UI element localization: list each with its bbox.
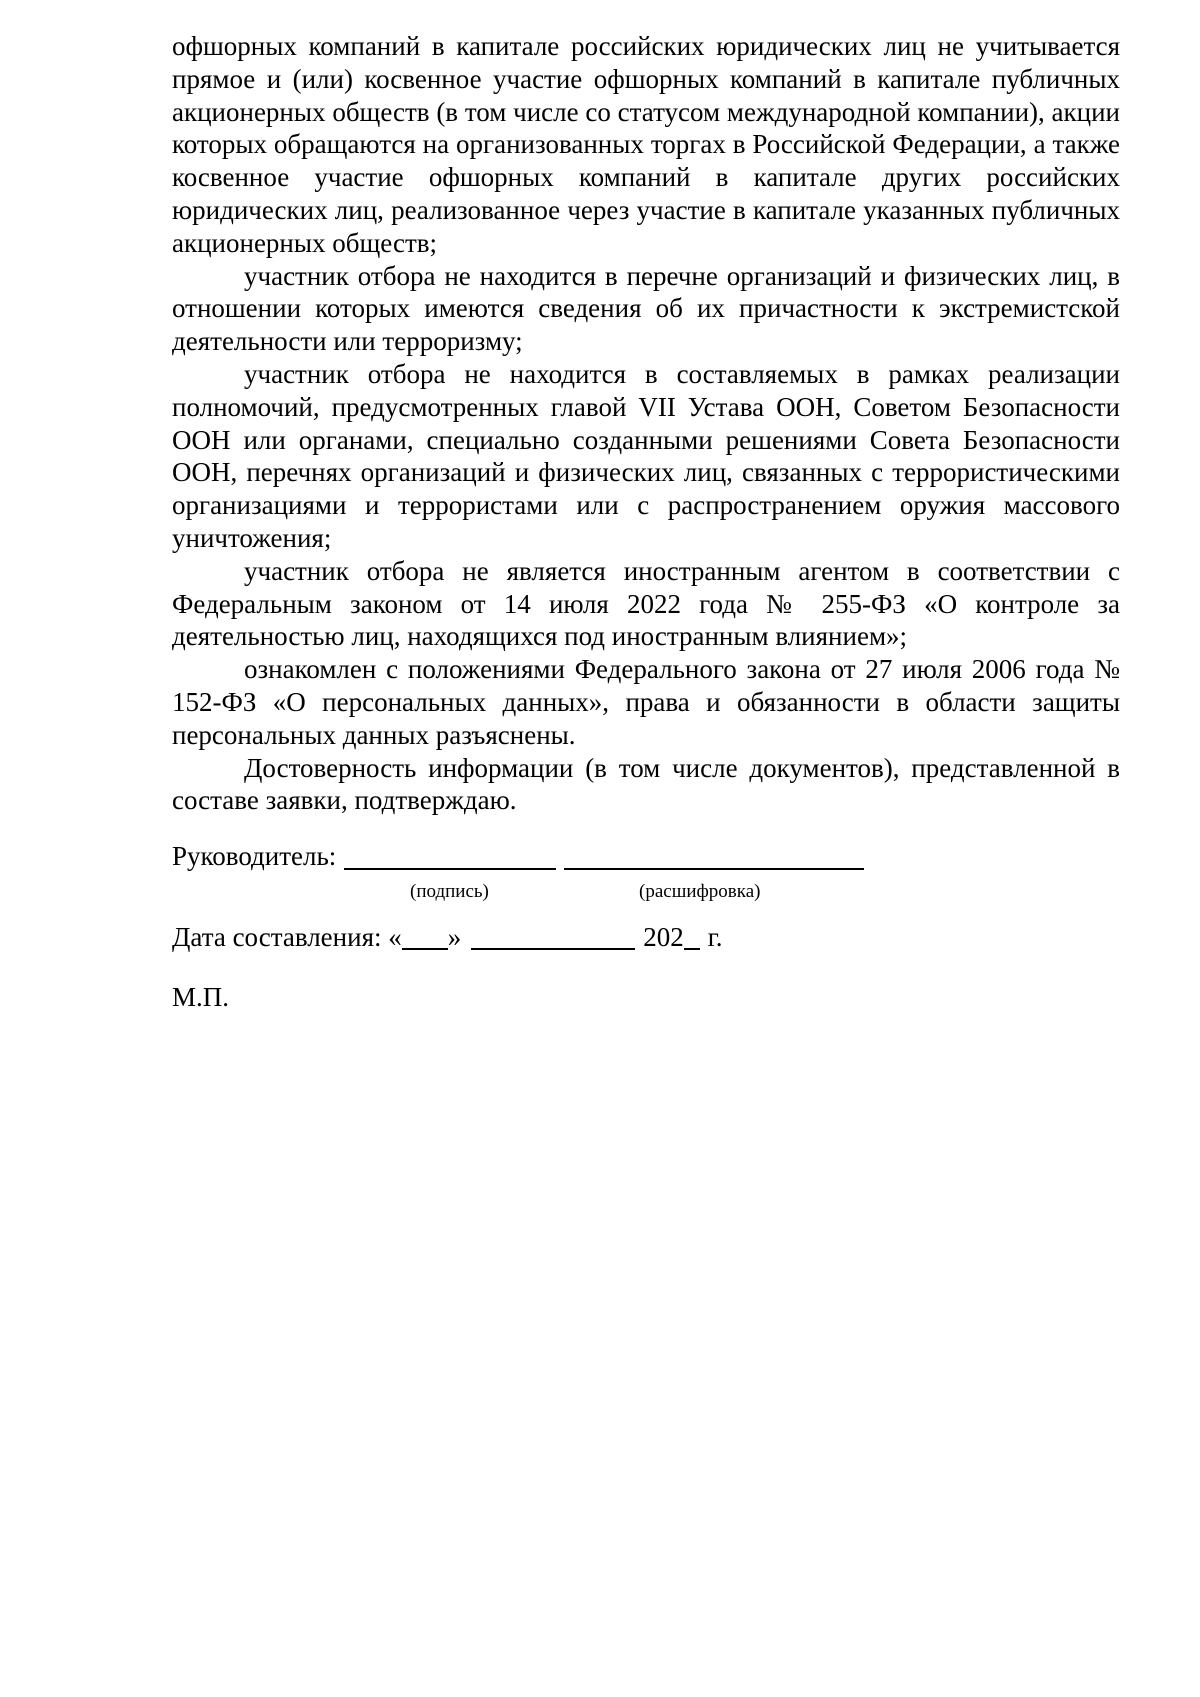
date-year-blank[interactable]	[684, 924, 700, 950]
date-day-blank[interactable]	[402, 924, 448, 950]
paragraph-un-sanctions-list: участник отбора не находится в составляемых в рамках реализации полномочий, предусмотренных главой VII Устава ООН, Советом Безопасности ООН или органами, специально созданными решениями Совета Безопасности ООН, перечнях организаций и физических лиц, связанных с террористическими организациями и террористами или с распространением оружия массового уничтожения;	[172, 358, 1120, 553]
paragraph-foreign-agent: участник отбора не является иностранным агентом в соответствии с Федеральным законом от 14 июля 2022 года № 255-ФЗ «О контроле за деятельностью лиц, находящихся под иностранным влиянием»;	[172, 555, 1120, 652]
signature-caption: (подпись)	[410, 881, 489, 902]
date-year-suffix: г.	[707, 922, 723, 952]
decode-caption: (расшифровка)	[639, 881, 761, 902]
date-year-prefix: 202	[643, 922, 684, 952]
name-decode-line[interactable]	[564, 842, 864, 870]
signature-block	[172, 840, 864, 902]
paragraph-offshore-participation: офшорных компаний в капитале российских юридических лиц не учитывается прямое и (или) косвенное участие офшорных компаний в капитале публичных акционерных обществ (в том числе со статусом международной компании), акции которых обращаются на организованных торгах в Российской Федерации, а также косвенное участие офшорных компаний в капитале других российских юридических лиц, реализованное через участие в капитале указанных публичных акционерных обществ;	[172, 31, 1120, 258]
stamp-place-label: М.П.	[172, 982, 230, 1012]
signature-label: Руководитель:	[172, 841, 337, 871]
document-body	[172, 30, 1120, 817]
date-close-quote: »	[447, 922, 462, 952]
date-month-blank[interactable]	[471, 924, 635, 950]
date-label: Дата составления: «	[172, 922, 402, 952]
paragraph-extremism-list: участник отбора не находится в перечне организаций и физических лиц, в отношении которых имеются сведения об их причастности к экстремистской деятельности или терроризму;	[172, 260, 1120, 357]
signature-line[interactable]	[344, 842, 556, 870]
paragraph-confirmation: Достоверность информации (в том числе документов), представленной в составе заявки, подтверждаю.	[172, 752, 1120, 816]
date-row	[172, 922, 723, 953]
paragraph-personal-data: ознакомлен с положениями Федерального закона от 27 июля 2006 года № 152-ФЗ «О персональных данных», права и обязанности в области защиты персональных данных разъяснены.	[172, 654, 1120, 750]
